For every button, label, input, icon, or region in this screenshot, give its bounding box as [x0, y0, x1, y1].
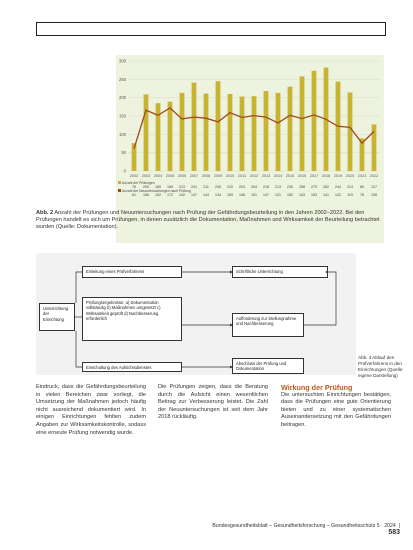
x-tick-label: 2006: [177, 174, 187, 178]
bar: [252, 96, 257, 171]
data-label: 142: [179, 193, 185, 197]
x-tick-label: 2020: [345, 174, 355, 178]
data-label: 189: [167, 185, 173, 189]
x-tick-label: 2017: [309, 174, 319, 178]
data-label: 282: [323, 185, 329, 189]
bar: [264, 91, 269, 171]
bar: [348, 93, 353, 171]
data-label: 210: [227, 185, 233, 189]
x-tick-label: 2009: [213, 174, 223, 178]
bar: [228, 94, 233, 171]
x-tick-label: 2022: [369, 174, 379, 178]
data-label: 213: [275, 185, 281, 189]
header-bar: [36, 22, 386, 36]
x-tick-label: 2012: [249, 174, 259, 178]
bar: [276, 93, 281, 171]
data-label: 151: [251, 193, 257, 197]
x-tick-label: 2015: [285, 174, 295, 178]
x-tick-label: 2005: [165, 174, 175, 178]
data-label: 172: [167, 193, 173, 197]
legend-label: Anzahl der Prüfungen: [122, 181, 155, 185]
bar: [288, 87, 293, 171]
x-tick-label: 2010: [225, 174, 235, 178]
data-label: 131: [275, 193, 281, 197]
data-label: 166: [143, 193, 149, 197]
flow-box-results: Prüfungsergebnisse: a) Dokumentation vollständig b) Maßnahmen umgesetzt c) Wirksamkeit geprüft d) Nachbesserung erforderlich: [82, 297, 182, 341]
y-tick-label: 50: [121, 150, 126, 156]
data-label: 134: [215, 193, 221, 197]
bar: [156, 103, 161, 171]
data-label: 213: [179, 185, 185, 189]
data-label: 108: [371, 193, 377, 197]
flow-diagram: [36, 253, 356, 375]
data-label: 185: [155, 185, 161, 189]
x-tick-label: 2021: [357, 174, 367, 178]
flow-box-statement: Aufforderung zur Stellungnahme und Nachbesserung: [232, 313, 304, 337]
data-label: 127: [371, 185, 377, 189]
x-tick-label: 2018: [321, 174, 331, 178]
data-label: 147: [191, 193, 197, 197]
flow-arrows: [36, 253, 356, 375]
caption-label: Abb. 2: [36, 210, 54, 216]
flow-box-supervision: Einschaltung des Aufsichtsdienstes: [82, 362, 182, 372]
body-column-2: Die Prüfungen zeigen, dass die Beratung durch die Aufsicht einen wesentlichen Beitrag zur Verbesserung leistet. Die Zahl der Neuuntersuchungen ist seit dem Jahr 2018 rückläufig.: [158, 384, 268, 421]
y-tick-label: 0: [123, 168, 126, 174]
body-column-3: [281, 384, 391, 512]
data-label: 214: [347, 185, 353, 189]
data-label: 76: [360, 193, 364, 197]
data-label: 258: [299, 185, 305, 189]
x-tick-label: 2003: [141, 174, 151, 178]
section-text: Die untersuchten Einrichtungen bestätigen, dass die Prüfungen eine gute Orientierung bieten und zu einer systematischen Auseinandersetzung mit den Gefährdungen beitragen.: [281, 391, 391, 428]
data-label: 146: [239, 193, 245, 197]
bar: [192, 83, 197, 171]
flow-box-close: Abschluss der Prüfung und Dokumentation: [232, 358, 304, 374]
bar: [180, 93, 185, 171]
data-label: 230: [287, 185, 293, 189]
data-label: 119: [347, 193, 353, 197]
x-tick-label: 2008: [201, 174, 211, 178]
data-label: 89: [360, 185, 364, 189]
x-tick-label: 2002: [129, 174, 139, 178]
data-label: 244: [335, 185, 341, 189]
x-tick-label: 2004: [153, 174, 163, 178]
data-label: 152: [287, 193, 293, 197]
data-label: 147: [263, 193, 269, 197]
legend-swatch: [118, 189, 121, 192]
legend-swatch: [118, 181, 121, 184]
y-tick-label: 250: [119, 76, 126, 82]
body-column-1: Eindruck, dass die Gefährdungsbeurteilung in vielen Bereichen zwar vorliegt, die Umsetzung der Maßnahmen jedoch häufig nicht ausreichend dokumentiert wird. In einigen Einrichtungen fehlten zudem Angaben zur Wirksamkeitskontrolle, sodass eine erneute Prüfung notwendig wurde.: [36, 384, 146, 436]
data-label: 76: [132, 185, 136, 189]
data-label: 159: [227, 193, 233, 197]
y-tick-label: 150: [119, 113, 126, 119]
page-number: 583: [388, 529, 400, 536]
section-heading: Wirkung der Prüfung: [281, 384, 353, 392]
data-label: 204: [251, 185, 257, 189]
caption-text: Anzahl der Prüfungen und Neuuntersuchungen nach Prüfung der Gefährdungsbeurteilung in den Jahren 2002–2022. Bei den Prüfungen handelt es sich um Prüfungen, in denen zusätzlich die Dokumentation, Maßnahmen und Wirksamkeit der Beurteilung betrachtet wurden (Quelle: Dokumentation).: [36, 210, 380, 231]
x-tick-label: 2014: [273, 174, 283, 178]
bar: [240, 97, 245, 171]
flow-box-notify: Schriftliche Unterrichtung: [232, 266, 328, 278]
x-tick-label: 2019: [333, 174, 343, 178]
x-tick-label: 2007: [189, 174, 199, 178]
x-tick-label: 2013: [261, 174, 271, 178]
bar: [204, 94, 209, 171]
flow-box-inform: Unterrichtung der Einrichtung: [39, 303, 75, 331]
data-label: 273: [311, 185, 317, 189]
data-label: 122: [335, 193, 341, 197]
data-label: 241: [191, 185, 197, 189]
data-label: 211: [203, 185, 209, 189]
bar: [168, 102, 173, 171]
bar: [144, 94, 149, 171]
data-label: 61: [132, 193, 136, 197]
x-tick-label: 2011: [237, 174, 247, 178]
bar: [312, 71, 317, 171]
bar: [216, 81, 221, 171]
data-label: 144: [203, 193, 209, 197]
data-label: 153: [311, 193, 317, 197]
data-label: 209: [143, 185, 149, 189]
data-label: 141: [323, 193, 329, 197]
data-label: 152: [155, 193, 161, 197]
y-tick-label: 300: [119, 58, 126, 64]
y-tick-label: 200: [119, 95, 126, 101]
data-label: 203: [239, 185, 245, 189]
page-footer: Bundesgesundheitsblatt – Gesundheitsforschung – Gesundheitsschutz 5 · 2024 | 583: [212, 523, 400, 536]
journal-name: Bundesgesundheitsblatt – Gesundheitsforschung – Gesundheitsschutz 5 · 2024: [212, 523, 396, 529]
figure-caption: [36, 210, 386, 232]
flow-caption: Abb. 3 Ablauf des Prüfverfahrens in den Einrichtungen (Quelle: eigene Darstellung): [358, 355, 404, 378]
flow-box-start: Einleitung eines Prüfverfahrens: [82, 266, 182, 278]
bar: [300, 76, 305, 171]
x-tick-label: 2016: [297, 174, 307, 178]
data-label: 245: [215, 185, 221, 189]
data-label: 218: [263, 185, 269, 189]
data-label: 143: [299, 193, 305, 197]
y-tick-label: 100: [119, 131, 126, 137]
legend-label: Anzahl der Neuuntersuchungen nach Prüfung: [122, 189, 191, 193]
